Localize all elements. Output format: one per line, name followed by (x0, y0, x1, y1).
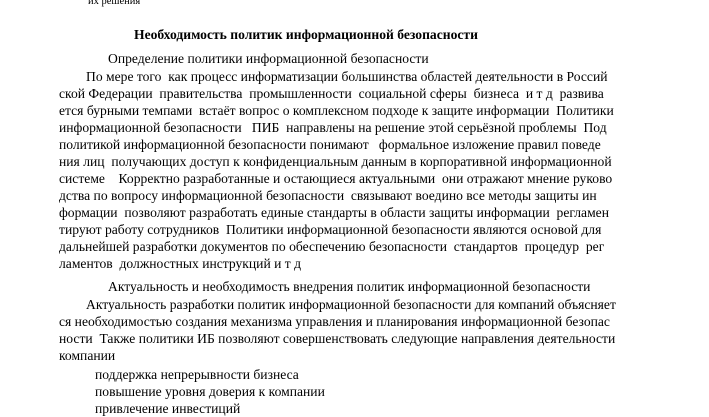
section-heading-definition: Определение политики информационной безопасности (108, 51, 429, 66)
paragraph-line: По мере того как процесс информатизации большинства областей деятельности в Россий (86, 69, 608, 84)
paragraph-line: ности Также политики ИБ позволяют совершенствовать следующие направления деятельности (59, 331, 616, 346)
paragraph-line: формации позволяют разработать единые стандарты в области защиты информации регламен (59, 205, 609, 220)
paragraph-line: информационной безопасности ПИБ направлены на решение этой серьёзной проблемы Под (59, 120, 607, 135)
paragraph-line: ния лиц получающих доступ к конфиденциальным данным в корпоративной информационной (59, 154, 612, 169)
paragraph-line: ской Федерации правительства промышленности социальной сферы бизнеса и т д развива (59, 86, 604, 101)
top-fragment: их решения (88, 0, 141, 7)
section-heading-relevance: Актуальность и необходимость внедрения политик информационной безопасности (108, 279, 591, 294)
paragraph-line: ламентов должностных инструкций и т д (59, 256, 302, 271)
paragraph-line: компании (59, 348, 116, 363)
list-item: поддержка непрерывности бизнеса (95, 367, 299, 382)
paragraph-line: Актуальность разработки политик информационной безопасности для компаний объясняет (86, 297, 616, 312)
list-item: повышение уровня доверия к компании (95, 384, 325, 399)
paragraph-line: дальнейшей разработки документов по обеспечению безопасности стандартов процедур рег (59, 239, 605, 254)
paragraph-line: ется бурными темпами встаёт вопрос о комплексном подходе к защите информации Политики (59, 103, 614, 118)
paragraph-line: системе Корректно разработанные и остающиеся актуальными они отражают мнение руково (59, 171, 613, 186)
paragraph-line: политикой информационной безопасности понимают формальное изложение правил поведе (59, 137, 601, 152)
paragraph-line: тируют работу сотрудников Политики информационной безопасности являются основой для (59, 222, 602, 237)
paragraph-line: ся необходимостью создания механизма управления и планирования информационной безопас (59, 314, 610, 329)
list-item: привлечение инвестиций (95, 401, 241, 416)
document-title: Необходимость политик информационной безопасности (134, 27, 478, 42)
paragraph-line: дства по вопросу информационной безопасности связывают воедино все методы защиты ин (59, 188, 597, 203)
